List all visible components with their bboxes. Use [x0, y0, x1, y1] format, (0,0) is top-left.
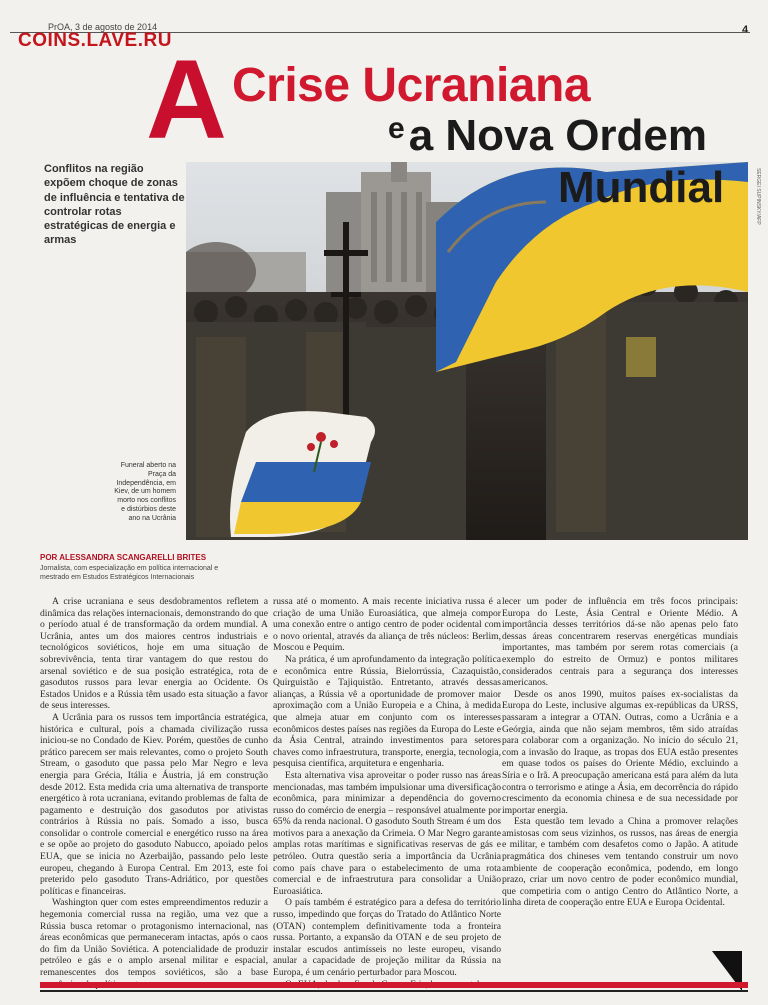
funeral-photo-illustration [186, 162, 748, 540]
photo-credit: SERGEI SUPINSKY/AFP [755, 168, 761, 225]
article-paragraph: lecer um poder de influência em três focos principais: Europa do Leste, Ásia Central e Oriente Médio. A importância desses territórios dá-se não apenas pelo fato dessas áreas concentrarem reservas energéticas mundiais importantes, mas também por serem rotas comerciais (a exemplo do estreito de Ormuz) e pontos militares considerados centrais para a segurança dos interesses americanos. [502, 596, 738, 689]
article-paragraph: Esta alternativa visa aproveitar o poder russo nas áreas mencionadas, mas também impulsionar uma diversificação econômica, para minimizar a dependência do governo russo do comércio de energia – responsável atualmente por 65% da renda nacional. O gasoduto South Stream é um dos motivos para a anexação da Crimeia. O Mar Negro garante amplas rotas marítimas e significativas reservas de gás e petróleo. Outra questão seria a importância da Ucrânia como país chave para o estabelecimento de uma rota comercial e de infraestrutura para consolidar a União Euroasiática. [273, 769, 501, 897]
photo-caption: Funeral aberto na Praça da Independência, em Kiev, de um homem morto nos conflitos e distúrbios deste ano na Ucrânia [114, 462, 176, 522]
article-paragraph: Na prática, é um aprofundamento da integração política e econômica entre Rússia, Bielorrússia, Cazaquistão, Quirguistão e Tajiquistão. Entretanto, através dessas alianças, a Rússia vê a oportunidade de promover maior aproximação com a União Europeia e a China, à medida que almeja atuar em conjunto com os interesses econômicos destes países nas regiões da Europa do Leste e da Ásia Central, atraindo investimentos para setores chaves como infraestrutura, transporte, energia, tecnologia, pesquisa científica, arquitetura e engenharia. [273, 653, 501, 770]
article-paragraph: russa até o momento. A mais recente iniciativa russa é a criação de uma União Euroasiática, que almeja compor uma conexão entre o antigo centro de poder ocidental com o novo oriental, através da aliança de três núcleos: Berlim, Moscou e Pequim. [273, 596, 501, 654]
article-column-1 [40, 596, 268, 990]
author-bio: Jornalista, com especialização em política internacional e mestrado em Estudos Estratégicos Internacionais [40, 565, 219, 582]
article-column-2 [273, 596, 501, 990]
title-line-3: Mundial [558, 163, 725, 212]
title-line-2-e: e [388, 112, 405, 145]
header-date: PrOA, 3 de agosto de 2014 [48, 22, 158, 32]
article-paragraph: A crise ucraniana e seus desdobramentos refletem a dinâmica das relações internacionais, demonstrando do que o período atual é de transformação da ordem mundial. A Ucrânia, antes um dos maiores centros industriais e tecnológicos soviéticos, hoje em uma situação de sobrevivência, tenta tirar vantagem do que restou do arsenal soviético e de sua posição estratégica, rota de gasodutos russos para levar energia ao Ocidente. Os Estados Unidos e a Rússia têm usado esta situação a favor de seus interesses. [40, 596, 268, 712]
title-initial: A [146, 37, 227, 162]
footer-red-bar [40, 982, 748, 988]
author-byline: POR ALESSANDRA SCANGARELLI BRITES [40, 553, 207, 562]
page-number: 4 [742, 24, 749, 36]
title-line-1: Crise Ucraniana [232, 59, 591, 112]
article-paragraph: A Ucrânia para os russos tem importância estratégica, histórica e cultural, pois a chamada civilização russa iniciou-se no Condado de Kiev. Porém, questões de cunho prático parecem ser mais relevantes, como o projeto South Stream, o gasoduto que passa pelo Mar Negro e leva energia para Grécia, Itália e Áustria, já em construção desde 2012. Esta medida cria uma alternativa de transporte energético à rota ucraniana, evitando problemas de falta de pagamento e destruição dos gasodutos por ativistas contrários à Rússia no país. Somado a isso, busca consolidar o controle comercial e energético russo na área e se opõe ao projeto do gasoduto Nabucco, apoiado pelos EUA, que se inicia no Azerbaijão, passando pelo leste europeu, chegando à Europa Central. Em 2013, este foi preterido pelo gasoduto Trans-Adriático, por questões políticas e financeiras. [40, 711, 268, 897]
article-paragraph: Esta questão tem levado a China a promover relações amistosas com seus vizinhos, os russos, nas áreas de energia e militar, e também com desafetos como o Japão. A atitude pragmática dos chineses vem tentando construir um novo ambiente de cooperação econômica, podendo, em longo prazo, criar um novo centro de poder econômico mundial, que competiria com o antigo Centro do Atlântico Norte, a linha direta de cooperação entre EUA e Europa Ocidental. [502, 816, 738, 909]
title-line-2 [388, 111, 708, 160]
funeral-photo [186, 162, 748, 540]
article-paragraph: O país também é estratégico para a defesa do território russo, impedindo que forças do Tratado do Atlântico Norte (OTAN) contemplem definitivamente toda a fronteira russa. Portanto, a expansão da OTAN e de seu projeto de instalar escudos antimísseis no leste europeu, visando anular a capacidade de projeção militar da Rússia na Europa, é um cenário perturbador para Moscou. [273, 897, 501, 978]
watermark-logo: COINS.LAVE.RU [18, 30, 172, 51]
title-line-2-text: a Nova Ordem [408, 111, 708, 160]
article-column-3 [502, 596, 738, 909]
article-paragraph: Washington quer com estes empreendimentos reduzir a hegemonia comercial russa na região, uma vez que a Rússia busca retomar o protagonismo internacional, nas áreas econômicas que permaneceram intactas, após o caos do fim da União Soviética. A potencialidade de produzir petróleo e gás e o amplo arsenal militar e espacial, remanescentes dos tempos soviéticos, são a base [40, 897, 268, 978]
article-paragraph: Desde os anos 1990, muitos países ex-socialistas da Europa do Leste, inclusive algumas ex-repúblicas da URSS, passaram a integrar a OTAN. Outras, como a Ucrânia e a Geórgia, ainda que não sejam membros, têm sido atraídas para colaborar com a organização. No início do século 21, com a invasão do Iraque, as tropas dos EUA estão presentes em quase todos os países do Oriente Médio, excluindo a Síria e o Irã. A preocupação americana está para além da luta contra o terrorismo e atinge a Ásia, em decorrência do rápido crescimento da economia chinesa e de sua necessidade por importar energia. [502, 688, 738, 816]
subheadline: Conflitos na região expõem choque de zonas de influência e tentativa de controlar rotas estratégicas de energia e armas [44, 163, 185, 247]
footer-rule [40, 990, 748, 992]
